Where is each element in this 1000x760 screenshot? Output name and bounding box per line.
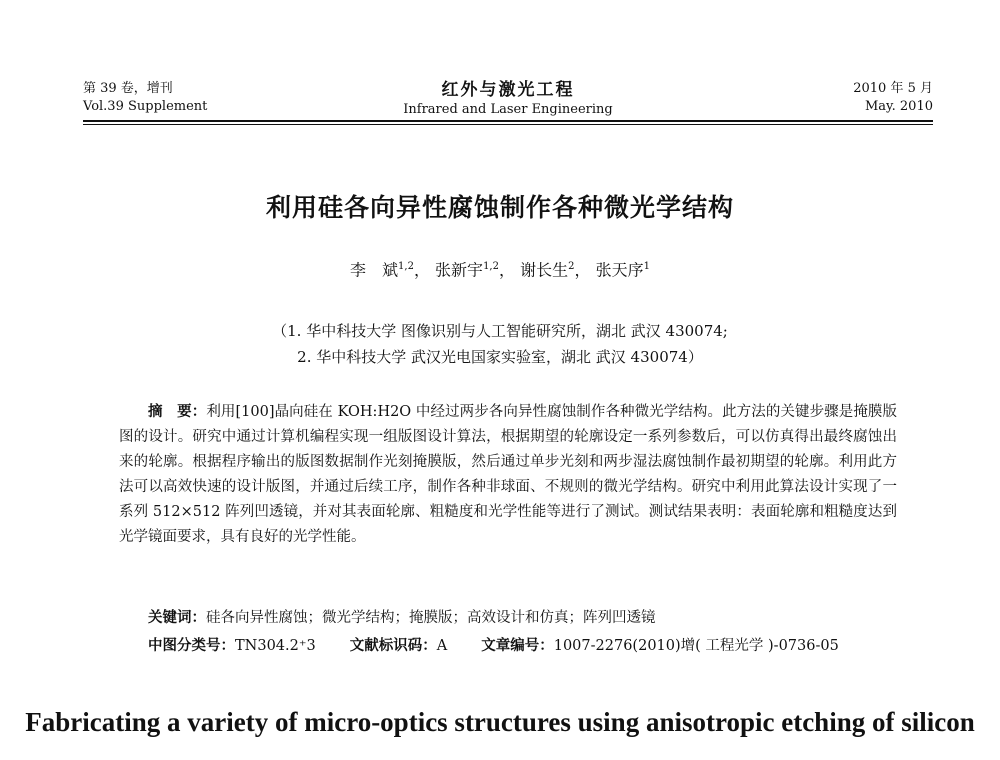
doc-code-value: A <box>436 638 448 654</box>
article-number-value: 1007-2276(2010)增( 工程光学 )-0736-05 <box>553 638 839 654</box>
author-affiliation-mark: 2 <box>568 261 575 272</box>
abstract-label: 摘 要： <box>148 404 207 420</box>
article-number-label: 文章编号： <box>481 638 554 654</box>
author-affiliation-mark: 1,2 <box>483 261 499 272</box>
abstract-text: 利用[100]晶向硅在 KOH:H2O 中经过两步各向异性腐蚀制作各种微光学结构。此方法的关键步骤是掩膜版图的设计。研究中通过计算机编程实现一组版图设计算法，根据期望的轮廓设定一系列参数后，可以仿真得出最终腐蚀出来的轮廓。根据程序输出的版图数据制作光刻掩膜版，然后通过单步光刻和两步湿法腐蚀制作最初期望的轮廓。利用此方法可以高效快速的设计版图，并通过后续工序，制作各种非球面、不规则的微光学结构。研究中利用此算法设计实现了一系列 512×512 阵列凹透镜，并对其表面轮廓、粗糙度和光学性能等进行了测试。测试结果表明：表面轮廓和粗糙度达到光学镜面要求，具有良好的光学性能。 <box>119 404 897 545</box>
affiliation-line: 2. 华中科技大学 武汉光电国家实验室，湖北 武汉 430074） <box>297 348 703 366</box>
journal-name <box>83 80 933 119</box>
abstract <box>119 400 897 550</box>
author-name: 谢长生 <box>520 260 569 280</box>
keywords-text: 硅各向异性腐蚀；微光学结构；掩膜版；高效设计和仿真；阵列凹透镜 <box>206 610 656 626</box>
affiliations <box>0 318 1000 370</box>
author-separator: ， <box>574 260 591 280</box>
clc-label: 中图分类号： <box>148 638 235 654</box>
journal-name-cn: 红外与激光工程 <box>441 80 575 100</box>
header-rule-thick <box>83 120 933 122</box>
author-separator: ， <box>413 260 430 280</box>
volume-en: Vol.39 Supplement <box>83 99 208 114</box>
author-name: 张新宇 <box>435 260 484 280</box>
affiliation-line: （1. 华中科技大学 图像识别与人工智能研究所，湖北 武汉 430074; <box>272 322 728 340</box>
keywords <box>148 606 908 630</box>
author-separator: ， <box>498 260 515 280</box>
issue-date-cn: 2010 年 5 月 <box>853 81 933 96</box>
issue-date <box>853 80 933 116</box>
author-affiliation-mark: 1,2 <box>398 261 414 272</box>
author-name: 李 斌 <box>350 260 399 280</box>
volume-cn: 第 39 卷，增刊 <box>83 81 173 96</box>
classification-line <box>148 634 908 658</box>
author-name: 张天序 <box>595 260 644 280</box>
header-rule-thin <box>83 124 933 125</box>
author-list <box>0 256 1000 281</box>
keywords-label: 关键词： <box>148 610 206 626</box>
issue-date-en: May. 2010 <box>864 99 933 114</box>
author-affiliation-mark: 1 <box>643 261 650 272</box>
journal-name-en: Infrared and Laser Engineering <box>403 102 613 117</box>
paper-title-cn: 利用硅各向异性腐蚀制作各种微光学结构 <box>265 193 734 222</box>
paper-title-en: Fabricating a variety of micro-optics structures using anisotropic etching of silicon <box>25 707 975 737</box>
doc-code-label: 文献标识码： <box>349 638 437 654</box>
clc-value: TN304.2⁺3 <box>235 638 316 654</box>
